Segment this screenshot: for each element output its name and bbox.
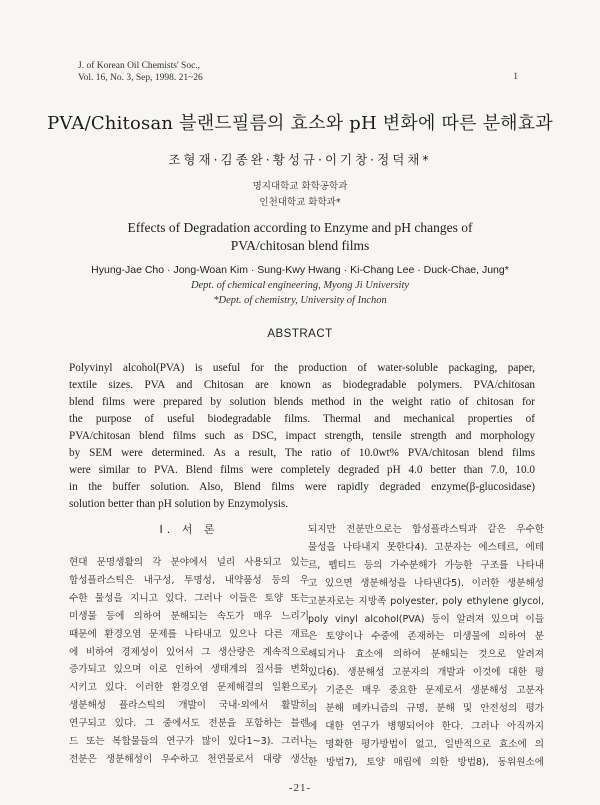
body-line: 고 있으면 생분해성을 나타낸다5). 이러한 생분해성 xyxy=(308,577,544,589)
abstract-line: by SEM were determined. As a result, The ratio of 10.0wt% PVA/chitosan blend films xyxy=(69,447,535,459)
body-line: 미생물 등에 의하여 분해되는 속도가 매우 느리기 xyxy=(69,610,309,622)
footer-page-number: -21- xyxy=(288,782,312,794)
body-line: 드 또는 복합물들의 연구가 많이 있다1~3). 그러나 xyxy=(69,736,309,748)
body-line: 때문에 환경오염 문제를 나타내고 있으나 다른 재료 xyxy=(69,628,309,640)
affiliation-korean-1: 명지대학교 화학공학과 xyxy=(252,181,348,192)
body-line: 한 방법7), 토양 매립에 의한 방법8), 동위원소에 xyxy=(308,756,544,768)
body-line: 합성플라스틱은 내구성, 투명성, 내약품성 등의 우 xyxy=(69,574,309,586)
body-line: 고분자로는 지방족 polyester, poly ethylene glycol, xyxy=(308,595,544,607)
body-line: 연구되고 있다. 그 중에서도 전분을 포함하는 블렌 xyxy=(69,718,309,730)
authors-english: Hyung-Jae Cho · Jong-Woan Kim · Sung-Kwy Hwang · Ki-Chang Lee · Duck-Chae, Jung* xyxy=(91,264,509,276)
abstract-line: the purpose of useful biodegradable films. Thermal and mechanical properties of xyxy=(69,413,535,425)
affiliation-korean-2: 인천대학교 화학과* xyxy=(259,197,341,208)
body-line: 해되거나 효소에 의하여 분해되는 것으로 알려져 xyxy=(308,649,544,661)
body-line: 가 기준은 매우 중요한 문제로서 생분해성 고분자 xyxy=(308,685,544,697)
body-line: 는 명확한 평가방법이 없고, 일반적으로 효소에 의 xyxy=(308,738,544,750)
journal-citation xyxy=(78,60,203,84)
body-line: 의 분해 메카니즘의 규명, 분해 및 안전성의 평가 xyxy=(308,703,544,715)
body-line: 르, 펩티드 등의 가수분해가 가능한 구조를 나타내 xyxy=(308,559,544,571)
title-english-line-1: Effects of Degradation according to Enzyme and pH changes of xyxy=(127,220,473,235)
abstract-line: PVA/chitosan blend films such as DSC, impact strength, tensile strength and morphology xyxy=(69,430,535,442)
affiliation-english-2: *Dept. of chemistry, University of Inchon xyxy=(213,295,387,306)
abstract-line: textile sizes. PVA and Chitosan are known as biodegradable polymers. PVA/chitosan xyxy=(69,379,535,391)
body-line: 되지만 전분만으로는 합성플라스틱과 같은 우수한 xyxy=(308,524,544,535)
left-column xyxy=(69,554,309,769)
affiliation-english-1: Dept. of chemical engineering, Myong Ji University xyxy=(190,280,410,291)
abstract-line: blend films were prepared by solution blends method in the weight ratio of chitosan for xyxy=(69,396,535,408)
body-line: 은 토양이나 수중에 존재하는 미생물에 의하여 분 xyxy=(308,631,544,643)
abstract-body xyxy=(69,360,535,513)
body-line: 수한 물성을 지니고 있다. 그러나 이들은 토양 또는 xyxy=(69,592,309,604)
section-heading-introduction: I. 서 론 xyxy=(159,523,219,536)
title-english xyxy=(0,219,600,255)
authors-korean: 조형재·김종완·황성규·이기창·정덕채* xyxy=(168,152,432,167)
journal-volume: Vol. 16, No. 3, Sep, 1998. 21~26 xyxy=(78,73,203,83)
abstract-line: solution better than pH solution by Enzymolysis. xyxy=(69,498,289,510)
body-line: 현대 문명생활의 각 분야에서 널리 사용되고 있는 xyxy=(69,557,309,568)
right-column xyxy=(308,521,544,772)
body-line: 증가되고 있으며 이로 인하여 생태계의 질서를 변화 xyxy=(69,664,309,676)
title-english-line-2: PVA/chitosan blend films xyxy=(230,238,370,253)
header-page-number: 1 xyxy=(513,72,518,82)
abstract-line: were similar to PVA. Blend films were completely degraded pH 4.0 better than 7.0, 10.0 xyxy=(69,464,535,476)
body-line: 에 대한 연구가 병행되어야 한다. 그러나 아직까지 xyxy=(308,720,544,732)
body-line: 생분해성 플라스틱의 개발이 국내·외에서 활발히 xyxy=(69,700,309,712)
abstract-line: Polyvinyl alcohol(PVA) is useful for the production of water-soluble packaging, paper, xyxy=(69,362,535,374)
journal-name: J. of Korean Oil Chemists' Soc., xyxy=(78,61,201,71)
body-line: 에 비하여 경제성이 있어서 그 생산량은 계속적으로 xyxy=(69,646,309,658)
body-line: 전분은 생분해성이 우수하고 천연물로서 대량 생산 xyxy=(69,753,309,765)
abstract-line: in the buffer solution. Also, Blend films were rapidly degraded enzyme(β-glucosidase) xyxy=(69,481,535,493)
body-line: 물성을 나타내지 못한다4). 고분자는 에스테르, 에테 xyxy=(308,541,544,553)
body-line: poly vinyl alcohol(PVA) 등이 알려져 있으며 이들 xyxy=(308,613,544,625)
body-line: 시키고 있다. 이러한 환경오염 문제해결의 일환으로 xyxy=(69,682,309,694)
title-korean: PVA/Chitosan 블랜드필름의 효소와 pH 변화에 따른 분해효과 xyxy=(47,113,553,134)
body-line: 있다6). 생분해성 고분자의 개발과 이것에 대한 평 xyxy=(308,667,544,679)
abstract-heading: ABSTRACT xyxy=(267,328,333,340)
